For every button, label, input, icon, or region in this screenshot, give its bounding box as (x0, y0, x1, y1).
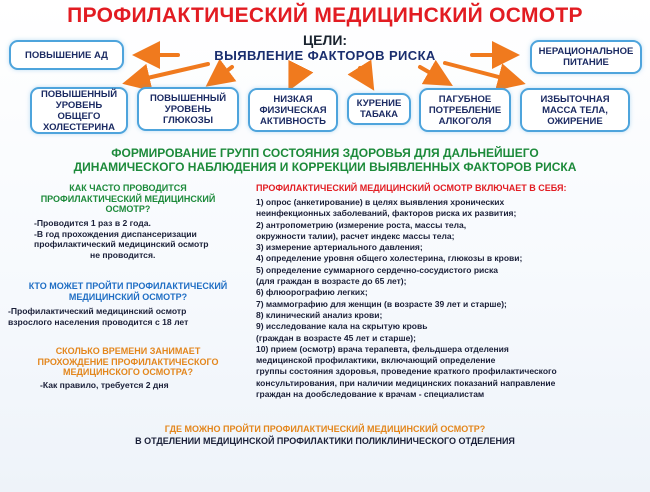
risk-factor-alcohol: ПАГУБНОЕ ПОТРЕБЛЕНИЕ АЛКОГОЛЯ (419, 88, 511, 132)
list-item: 4) определение уровня общего холестерина, глюкозы в крови; (256, 253, 523, 264)
list-item: окружности талии), расчет индекс массы тела; (256, 230, 455, 241)
risk-factor-pressure: ПОВЫШЕНИЕ АД (9, 40, 124, 70)
list-item: неинфекционных заболеваний, факторов риска их развития; (256, 208, 517, 219)
goals-label: ЦЕЛИ: (302, 32, 348, 48)
list-item: 5) определение суммарного сердечно-сосудистого риска (256, 264, 498, 275)
list-item: группы состояния здоровья, проведение краткого профилактического (256, 366, 557, 377)
faq-frequency-answer: -Проводится 1 раз в 2 года. -В год прохождения диспансеризации профилактический медицинский осмотр не проводится. (34, 218, 209, 260)
faq-eligibility-answer: -Профилактический медицинский осмотр взрослого населения проводится с 18 лет (8, 306, 189, 327)
faq-eligibility-question: КТО МОЖЕТ ПРОЙТИ ПРОФИЛАКТИЧЕСКИЙ МЕДИЦИНСКИЙ ОСМОТР? (28, 281, 228, 302)
arrow-to-cholesterol (130, 64, 208, 82)
list-item: 8) клинический анализ крови; (256, 309, 383, 320)
arrow-to-activity (292, 68, 300, 84)
risk-factor-activity: НИЗКАЯ ФИЗИЧЕСКАЯ АКТИВНОСТЬ (248, 88, 338, 132)
risk-factor-nutrition: НЕРАЦИОНАЛЬНОЕ ПИТАНИЕ (530, 40, 642, 74)
list-item: медицинской профилактики, включающий определение (256, 355, 496, 366)
list-item: консультирования, при наличии медицинских показаний направление (256, 377, 556, 388)
list-item: 9) исследование кала на скрытую кровь (256, 321, 428, 332)
list-item: 7) маммографию для женщин (в возрасте 39 лет и старше); (256, 298, 507, 309)
risk-factor-smoking: КУРЕНИЕ ТАБАКА (347, 93, 411, 125)
faq-frequency-question: КАК ЧАСТО ПРОВОДИТСЯ ПРОФИЛАКТИЧЕСКИЙ МЕДИЦИНСКИЙ ОСМОТР? (40, 183, 216, 214)
page-title: ПРОФИЛАКТИЧЕСКИЙ МЕДИЦИНСКИЙ ОСМОТР (67, 4, 583, 27)
where-answer: В ОТДЕЛЕНИИ МЕДИЦИНСКОЙ ПРОФИЛАКТИКИ ПОЛИКЛИНИЧЕСКОГО ОТДЕЛЕНИЯ (135, 436, 515, 446)
list-item: граждан на дообследование к врачам - специалистам (256, 389, 485, 400)
list-item: 6) флюорографию легких; (256, 287, 368, 298)
arrow-to-obesity (445, 63, 518, 82)
list-item: 1) опрос (анкетирование) в целях выявления хронических (256, 197, 505, 207)
risk-factor-cholesterol: ПОВЫШЕННЫЙ УРОВЕНЬ ОБЩЕГО ХОЛЕСТЕРИНА (30, 87, 128, 134)
goals-main: ВЫЯВЛЕНИЕ ФАКТОРОВ РИСКА (214, 48, 436, 63)
where-question: ГДЕ МОЖНО ПРОЙТИ ПРОФИЛАКТИЧЕСКИЙ МЕДИЦИНСКИЙ ОСМОТР? (164, 424, 486, 434)
list-item: (граждан в возрасте 45 лет и старше); (256, 332, 416, 343)
arrow-to-glucose (212, 67, 232, 82)
arrow-to-smoking (360, 68, 370, 84)
list-item: 2) антропометрию (измерение роста, массы тела, (256, 219, 467, 230)
includes-list (256, 197, 642, 400)
includes-title: ПРОФИЛАКТИЧЕСКИЙ МЕДИЦИНСКИЙ ОСМОТР ВКЛЮЧАЕТ В СЕБЯ: (256, 183, 567, 193)
faq-duration-answer: -Как правило, требуется 2 дня (40, 380, 169, 390)
risk-factor-obesity: ИЗБЫТОЧНАЯ МАССА ТЕЛА, ОЖИРЕНИЕ (520, 88, 630, 132)
groups-heading: ФОРМИРОВАНИЕ ГРУПП СОСТОЯНИЯ ЗДОРОВЬЯ ДЛЯ ДАЛЬНЕЙШЕГО ДИНАМИЧЕСКОГО НАБЛЮДЕНИЯ И КОРРЕКЦИИ ВЫЯВЛЕННЫХ ФАКТОРОВ РИСКА (73, 146, 577, 174)
faq-duration-question: СКОЛЬКО ВРЕМЕНИ ЗАНИМАЕТ ПРОХОЖДЕНИЕ ПРОФИЛАКТИЧЕСКОГО МЕДИЦИНСКОГО ОСМОТРА? (37, 346, 219, 377)
risk-factor-glucose: ПОВЫШЕННЫЙ УРОВЕНЬ ГЛЮКОЗЫ (137, 87, 239, 131)
list-item: 3) измерение артериального давления; (256, 242, 423, 253)
list-item: (для граждан в возрасте до 65 лет); (256, 276, 407, 287)
arrow-to-alcohol (420, 67, 446, 82)
list-item: 10) прием (осмотр) врача терапевта, фельдшера отделения (256, 343, 509, 354)
